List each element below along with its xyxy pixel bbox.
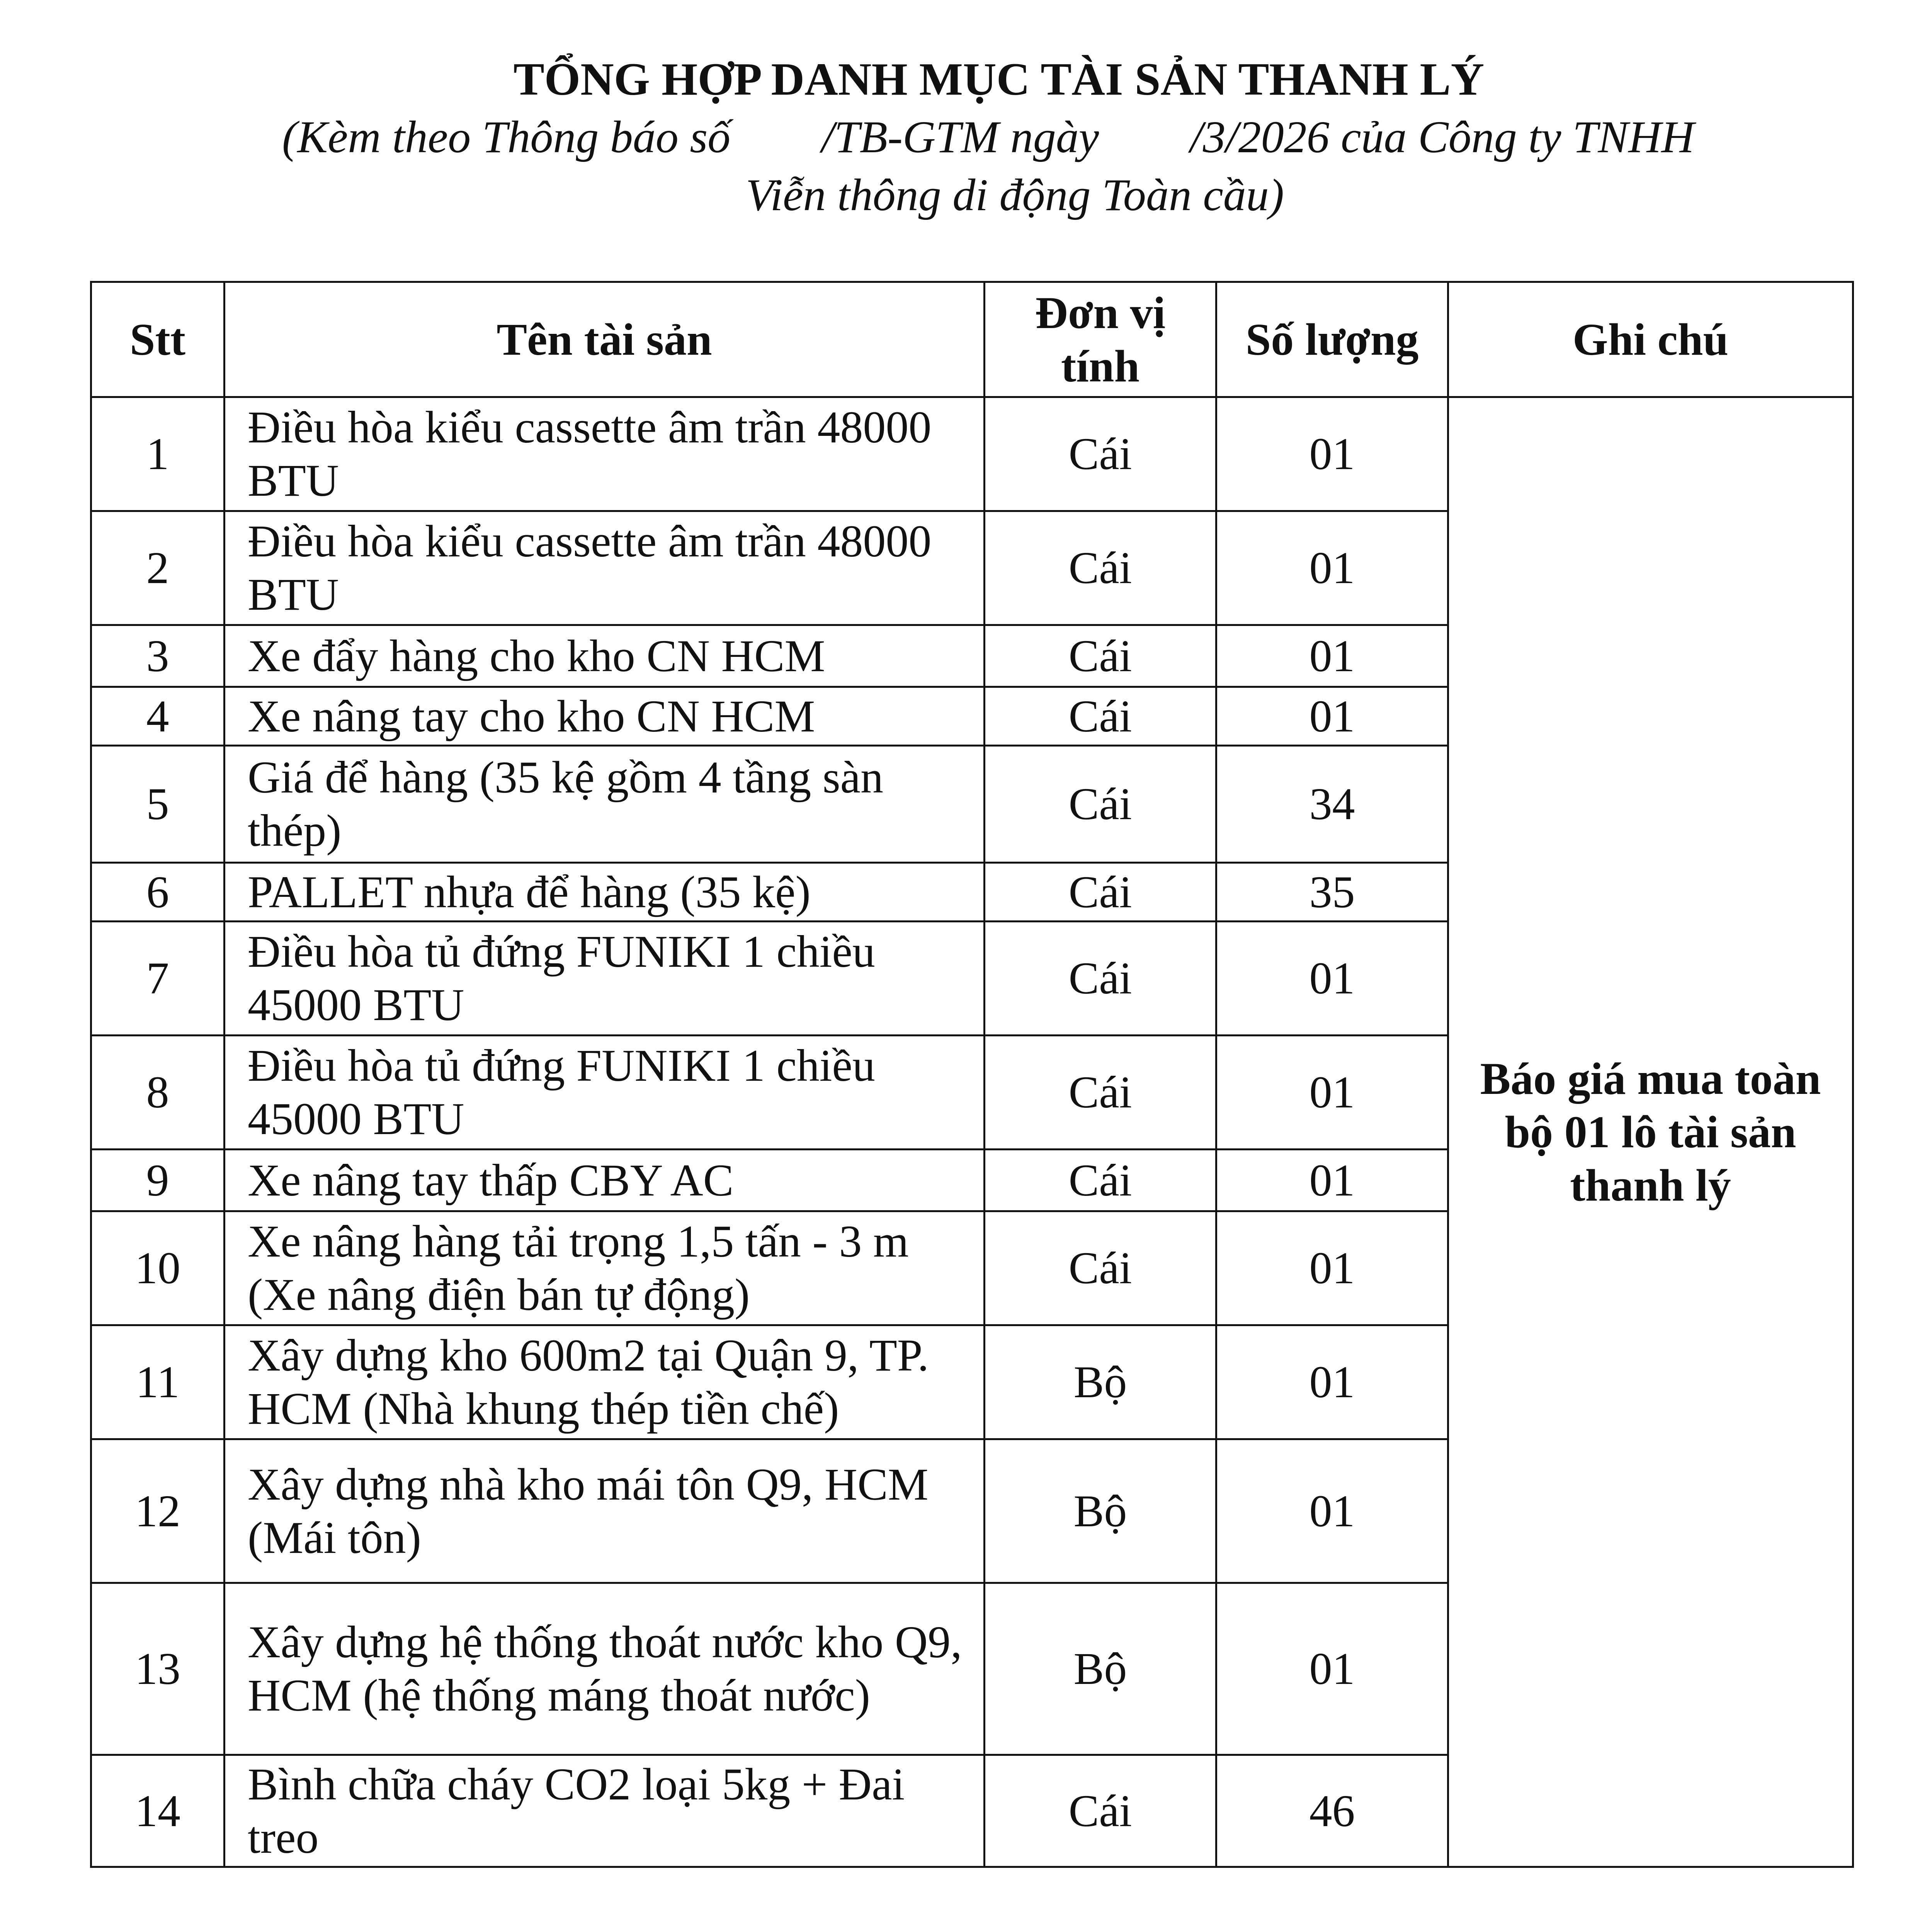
cell-qty: 01 xyxy=(1216,1211,1448,1325)
cell-name: Xây dựng nhà kho mái tôn Q9, HCM (Mái tôn) xyxy=(224,1439,985,1583)
cell-qty: 01 xyxy=(1216,625,1448,687)
cell-unit: Cái xyxy=(985,922,1216,1036)
cell-name: PALLET nhựa để hàng (35 kệ) xyxy=(224,863,985,922)
cell-stt: 5 xyxy=(91,746,224,863)
cell-unit: Cái xyxy=(985,863,1216,922)
cell-stt: 13 xyxy=(91,1583,224,1755)
cell-stt: 3 xyxy=(91,625,224,687)
cell-stt: 9 xyxy=(91,1150,224,1211)
cell-qty: 01 xyxy=(1216,1036,1448,1150)
cell-stt: 1 xyxy=(91,397,224,511)
cell-stt: 12 xyxy=(91,1439,224,1583)
cell-unit: Bộ xyxy=(985,1583,1216,1755)
document-subtitle-line2: Viễn thông di động Toàn cầu) xyxy=(746,170,1284,220)
cell-qty: 46 xyxy=(1216,1755,1448,1867)
cell-unit: Bộ xyxy=(985,1325,1216,1439)
cell-unit: Cái xyxy=(985,687,1216,746)
cell-qty: 01 xyxy=(1216,1583,1448,1755)
cell-qty: 01 xyxy=(1216,1325,1448,1439)
cell-name: Xe đẩy hàng cho kho CN HCM xyxy=(224,625,985,687)
cell-qty: 34 xyxy=(1216,746,1448,863)
cell-name: Điều hòa kiểu cassette âm trần 48000 BTU xyxy=(224,511,985,625)
table-row xyxy=(91,397,1853,511)
cell-unit: Cái xyxy=(985,1211,1216,1325)
cell-unit: Cái xyxy=(985,397,1216,511)
cell-stt: 11 xyxy=(91,1325,224,1439)
cell-qty: 01 xyxy=(1216,1439,1448,1583)
cell-stt: 10 xyxy=(91,1211,224,1325)
cell-name: Xe nâng tay thấp CBY AC xyxy=(224,1150,985,1211)
cell-qty: 01 xyxy=(1216,397,1448,511)
cell-unit: Cái xyxy=(985,1150,1216,1211)
cell-name: Điều hòa kiểu cassette âm trần 48000 BTU xyxy=(224,397,985,511)
cell-name: Điều hòa tủ đứng FUNIKI 1 chiều 45000 BTU xyxy=(224,922,985,1036)
header-note: Ghi chú xyxy=(1448,282,1853,397)
cell-name: Xe nâng tay cho kho CN HCM xyxy=(224,687,985,746)
cell-stt: 14 xyxy=(91,1755,224,1867)
cell-unit: Bộ xyxy=(985,1439,1216,1583)
cell-unit: Cái xyxy=(985,625,1216,687)
cell-unit: Cái xyxy=(985,746,1216,863)
table-header-row xyxy=(91,282,1853,397)
asset-table xyxy=(90,281,1854,1868)
header-unit: Đơn vị tính xyxy=(985,282,1216,397)
cell-note: Báo giá mua toàn bộ 01 lô tài sản thanh lý xyxy=(1448,397,1853,1867)
header-stt: Stt xyxy=(91,282,224,397)
cell-stt: 4 xyxy=(91,687,224,746)
cell-name: Bình chữa cháy CO2 loại 5kg + Đai treo xyxy=(224,1755,985,1867)
cell-name: Xe nâng hàng tải trọng 1,5 tấn - 3 m (Xe nâng điện bán tự động) xyxy=(224,1211,985,1325)
cell-stt: 6 xyxy=(91,863,224,922)
cell-qty: 01 xyxy=(1216,687,1448,746)
cell-name: Giá để hàng (35 kệ gồm 4 tầng sàn thép) xyxy=(224,746,985,863)
header-qty: Số lượng xyxy=(1216,282,1448,397)
cell-qty: 35 xyxy=(1216,863,1448,922)
cell-stt: 2 xyxy=(91,511,224,625)
cell-stt: 7 xyxy=(91,922,224,1036)
cell-qty: 01 xyxy=(1216,922,1448,1036)
cell-qty: 01 xyxy=(1216,511,1448,625)
cell-unit: Cái xyxy=(985,511,1216,625)
cell-stt: 8 xyxy=(91,1036,224,1150)
cell-unit: Cái xyxy=(985,1755,1216,1867)
cell-name: Xây dựng hệ thống thoát nước kho Q9, HCM (hệ thống máng thoát nước) xyxy=(224,1583,985,1755)
cell-qty: 01 xyxy=(1216,1150,1448,1211)
document-subtitle-line1: (Kèm theo Thông báo số /TB-GTM ngày /3/2026 của Công ty TNHH xyxy=(282,112,1694,162)
cell-unit: Cái xyxy=(985,1036,1216,1150)
header-name: Tên tài sản xyxy=(224,282,985,397)
cell-name: Điều hòa tủ đứng FUNIKI 1 chiều 45000 BTU xyxy=(224,1036,985,1150)
cell-name: Xây dựng kho 600m2 tại Quận 9, TP. HCM (Nhà khung thép tiền chế) xyxy=(224,1325,985,1439)
document-title: TỔNG HỢP DANH MỤC TÀI SẢN THANH LÝ xyxy=(513,53,1485,105)
